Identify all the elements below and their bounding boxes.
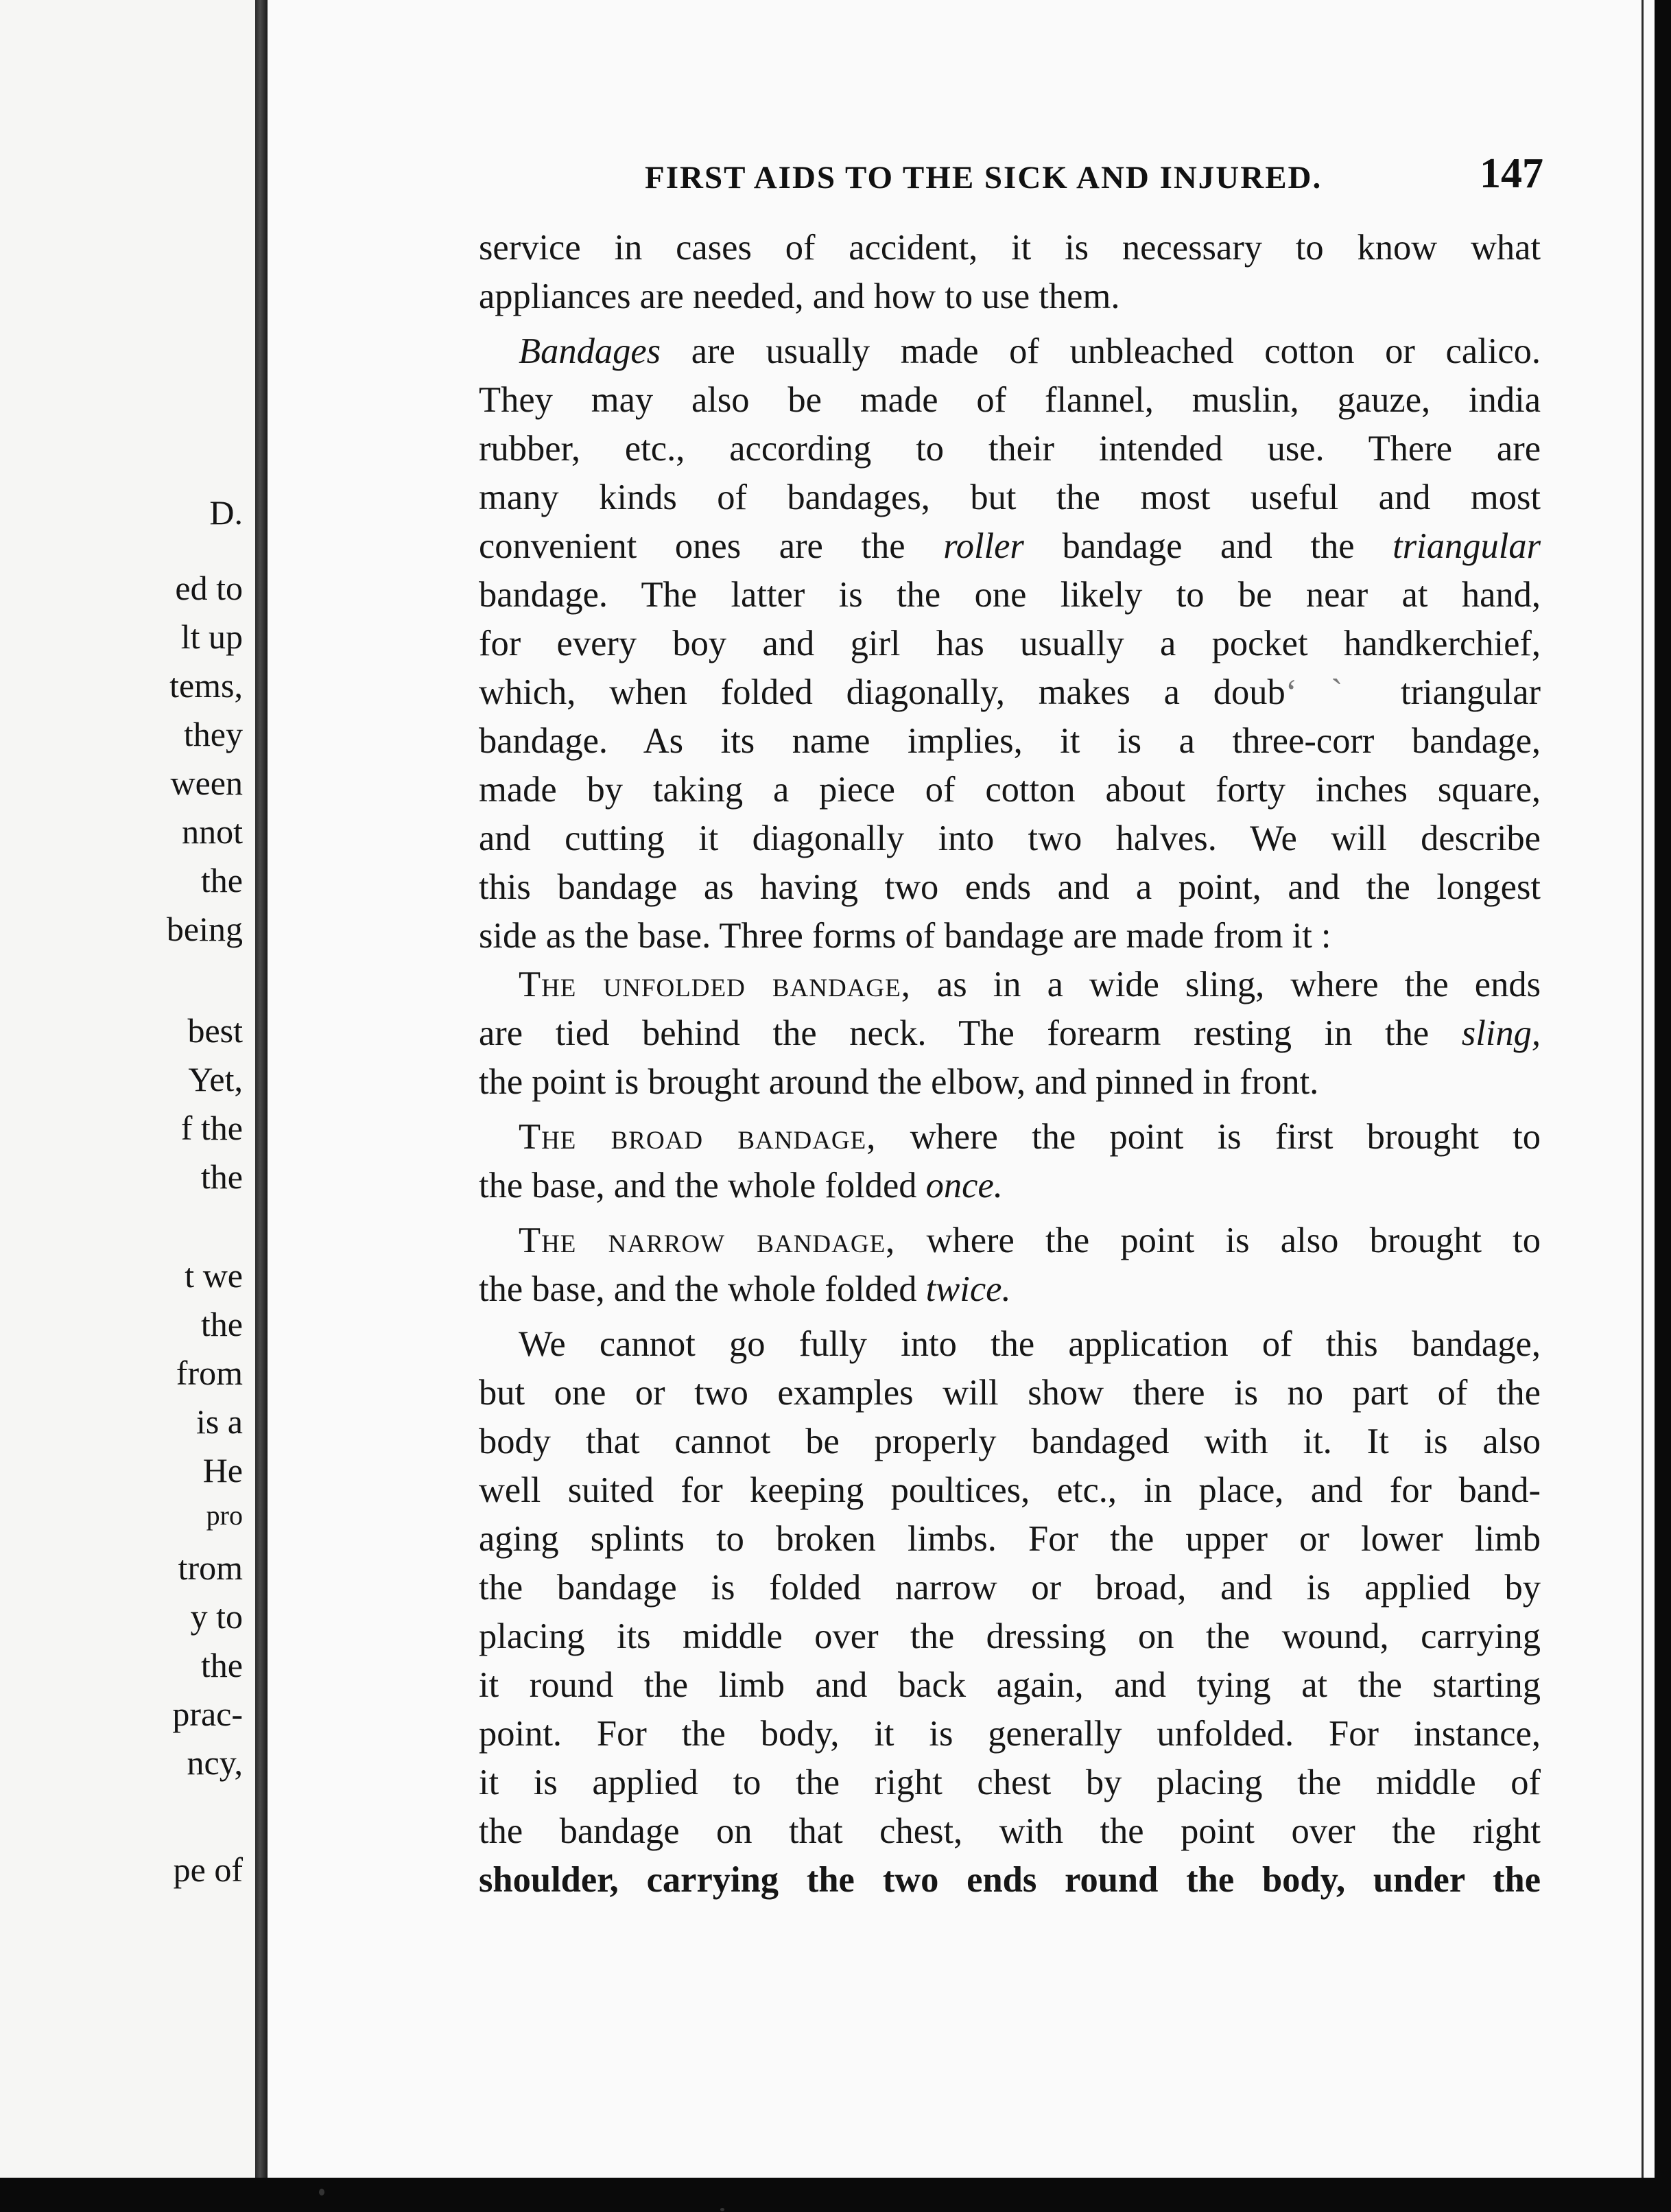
text-line: The unfolded bandage, as in a wide sling, where the ends: [519, 965, 1541, 1004]
text-line: They may also be made of flannel, muslin, gauze, india: [479, 380, 1541, 420]
text-line: and cutting it diagonally into two halves. We will describe: [479, 819, 1541, 858]
left-fragment: t we: [185, 1256, 243, 1295]
scan-speck: [720, 2208, 724, 2211]
left-fragment: from: [176, 1354, 243, 1392]
body-text: [479, 224, 1541, 1905]
page-header: [645, 150, 1543, 198]
left-fragment: ed to: [175, 569, 243, 607]
text-line: it round the limb and back again, and tying at the starting: [479, 1665, 1541, 1705]
text-line: the bandage is folded narrow or broad, and is applied by: [479, 1568, 1541, 1608]
small-caps-term: The unfolded bandage,: [519, 965, 911, 1004]
text-line: shoulder, carrying the two ends round the body, under the: [479, 1860, 1541, 1900]
text-line: The narrow bandage, where the point is also brought to: [519, 1221, 1541, 1260]
left-fragment: ween: [170, 764, 243, 802]
text-line: well suited for keeping poultices, etc., in place, and for band-: [479, 1470, 1541, 1510]
left-fragment: ncy,: [187, 1743, 243, 1782]
page-edge-line: [1642, 0, 1644, 2182]
italic-word: Bandages: [519, 331, 661, 371]
left-fragment: being: [166, 910, 243, 948]
text-line: appliances are needed, and how to use them.: [479, 276, 1120, 316]
text-line: for every boy and girl has usually a pocket handkerchief,: [479, 624, 1541, 663]
left-fragment: nnot: [182, 812, 243, 851]
left-fragment: they: [183, 715, 243, 753]
left-fragment: y to: [190, 1597, 243, 1636]
scan-speck: [319, 2189, 324, 2196]
left-fragment: the: [200, 1305, 243, 1343]
text-line: many kinds of bandages, but the most useful and most: [479, 478, 1541, 517]
text-line: which, when folded diagonally, makes a doubʻ ˋ triangular: [479, 672, 1541, 712]
left-fragment: pe of: [173, 1850, 243, 1889]
text-line: rubber, etc., according to their intended use. There are: [479, 429, 1541, 469]
text-line: made by taking a piece of cotton about forty inches square,: [479, 770, 1541, 810]
left-fragment: tems,: [169, 666, 243, 705]
text-line: the base, and the whole folded once.: [479, 1166, 1003, 1205]
book-gutter: [255, 0, 268, 2212]
text-line: service in cases of accident, it is necessary to know what: [479, 228, 1541, 268]
left-fragment: He: [202, 1451, 243, 1490]
text-line: side as the base. Three forms of bandage are made from it :: [479, 916, 1331, 956]
text-line: this bandage as having two ends and a point, and the longest: [479, 867, 1541, 907]
left-fragment: f the: [180, 1109, 243, 1147]
left-fragment: the: [200, 1157, 243, 1196]
text-line: placing its middle over the dressing on the wound, carrying: [479, 1616, 1541, 1656]
text-line: bandage. The latter is the one likely to be near at hand,: [479, 575, 1541, 615]
left-fragment: Yet,: [188, 1060, 243, 1098]
left-fragment: best: [187, 1011, 243, 1050]
text-line: body that cannot be properly bandaged with it. It is also: [479, 1422, 1541, 1461]
left-fragment: D.: [209, 493, 243, 532]
left-fragment: prac-: [172, 1695, 243, 1733]
text-line: We cannot go fully into the application of this bandage,: [519, 1324, 1541, 1364]
text-line: the bandage on that chest, with the point over the right: [479, 1811, 1541, 1851]
left-fragment: is a: [195, 1402, 243, 1441]
left-fragment: pro: [206, 1500, 243, 1531]
left-fragment: trom: [178, 1549, 243, 1587]
bottom-edge-band: [0, 2178, 1671, 2212]
small-caps-term: The narrow bandage,: [519, 1221, 896, 1260]
page-number: 147: [1480, 150, 1543, 197]
text-line: The broad bandage, where the point is first brought to: [519, 1117, 1541, 1157]
left-fragment: the: [200, 861, 243, 899]
text-line: bandage. As its name implies, it is a three-corr bandage,: [479, 721, 1541, 761]
text-line: are tied behind the neck. The forearm resting in the sling,: [479, 1013, 1541, 1053]
left-fragment: lt up: [180, 617, 243, 656]
small-caps-term: The broad bandage,: [519, 1117, 877, 1157]
text-line: aging splints to broken limbs. For the upper or lower limb: [479, 1519, 1541, 1559]
text-line: it is applied to the right chest by placing the middle of: [479, 1763, 1541, 1802]
text-line: Bandages are usually made of unbleached cotton or calico.: [519, 331, 1541, 371]
text-line: the base, and the whole folded twice.: [479, 1269, 1011, 1309]
text-line: convenient ones are the roller bandage and the triangular: [479, 526, 1541, 566]
left-facing-page: [0, 0, 255, 2212]
left-fragment: the: [200, 1646, 243, 1684]
right-edge-band: [1655, 0, 1671, 2212]
running-title: FIRST AIDS TO THE SICK AND INJURED.: [645, 160, 1323, 196]
text-line: but one or two examples will show there is no part of the: [479, 1373, 1541, 1413]
text-line: the point is brought around the elbow, and pinned in front.: [479, 1062, 1319, 1102]
text-line: point. For the body, it is generally unfolded. For instance,: [479, 1714, 1541, 1754]
